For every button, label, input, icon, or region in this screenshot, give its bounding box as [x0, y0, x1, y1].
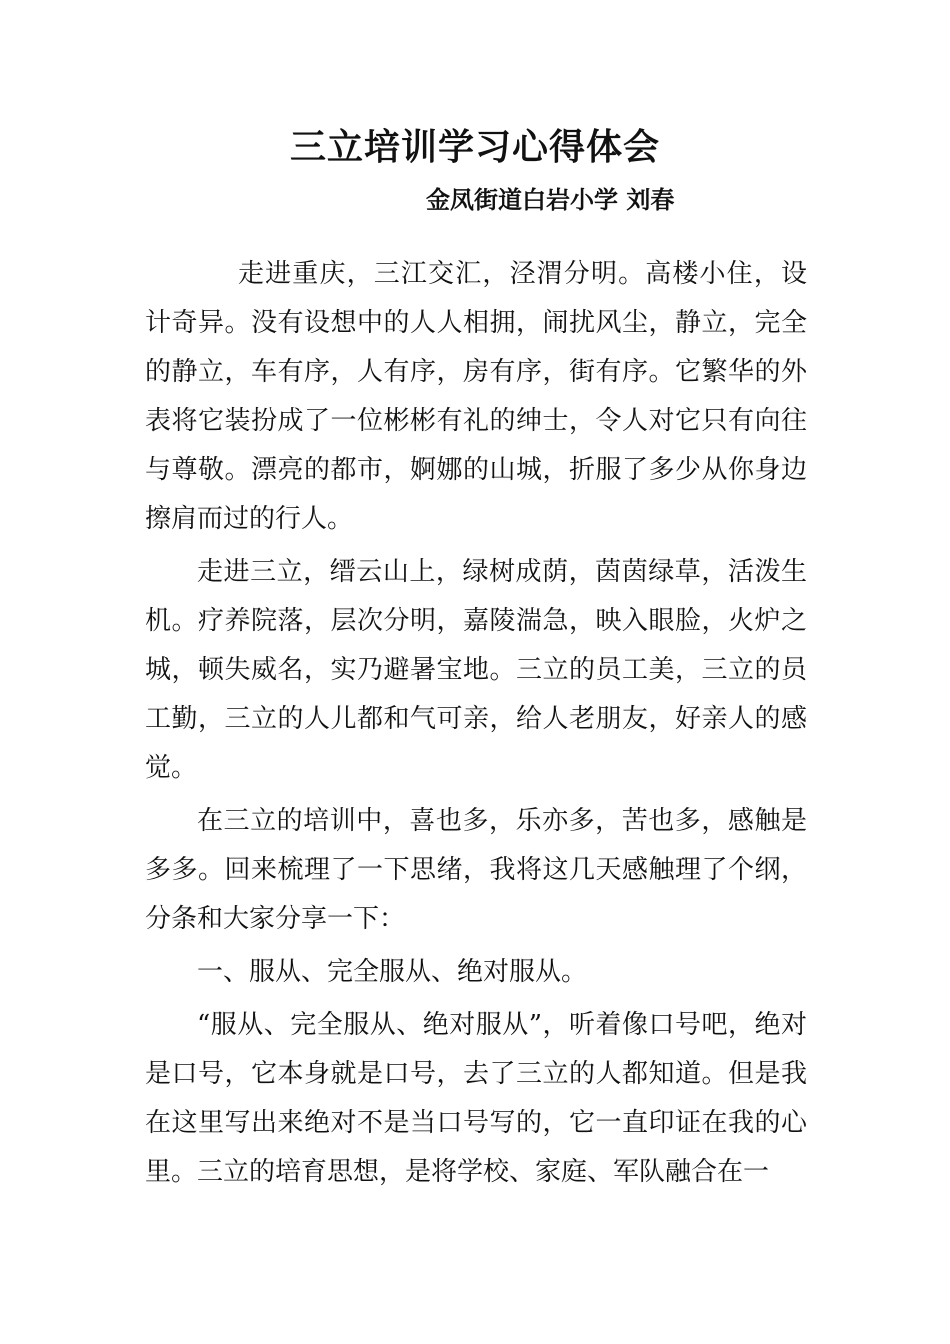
paragraph-training: 在三立的培训中，喜也多，乐亦多，苦也多，感触是多多。回来梳理了一下思绪，我将这几天感触理了个纲，分条和大家分享一下： — [145, 806, 807, 934]
paragraph-sanli: 走进三立，缙云山上，绿树成荫，茵茵绿草，活泼生机。疗养院落，层次分明，嘉陵湍急，映入眼脸，火炉之城，顿失威名，实乃避暑宝地。三立的员工美，三立的员工勤，三立的人儿都和气可亲，给人老朋友，好亲人的感觉。 — [145, 557, 807, 783]
document-title: 三立培训学习心得体会 — [289, 127, 660, 168]
document-body — [145, 250, 807, 1201]
paragraph-chongqing: 走进重庆，三江交汇，泾渭分明。高楼小住，设计奇异。没有设想中的人人相拥，闹扰风尘，静立，完全的静立，车有序，人有序，房有序，街有序。它繁华的外表将它装扮成了一位彬彬有礼的绅士，令人对它只有向往与尊敬。漂亮的都市，婀娜的山城，折服了多少从你身边擦肩而过的行人。 — [145, 259, 807, 534]
author-line: 金凤街道白岩小学 刘春 — [426, 186, 675, 214]
section-heading-obedience: 一、服从、完全服从、绝对服从。 — [197, 957, 588, 987]
paragraph-obedience: “服从、完全服从、绝对服从”，听着像口号吧，绝对是口号，它本身就是口号，去了三立的人都知道。但是我在这里写出来绝对不是当口号写的，它一直印证在我的心里。三立的培育思想，是将学校、家庭、军队融合在一 — [145, 1010, 807, 1187]
